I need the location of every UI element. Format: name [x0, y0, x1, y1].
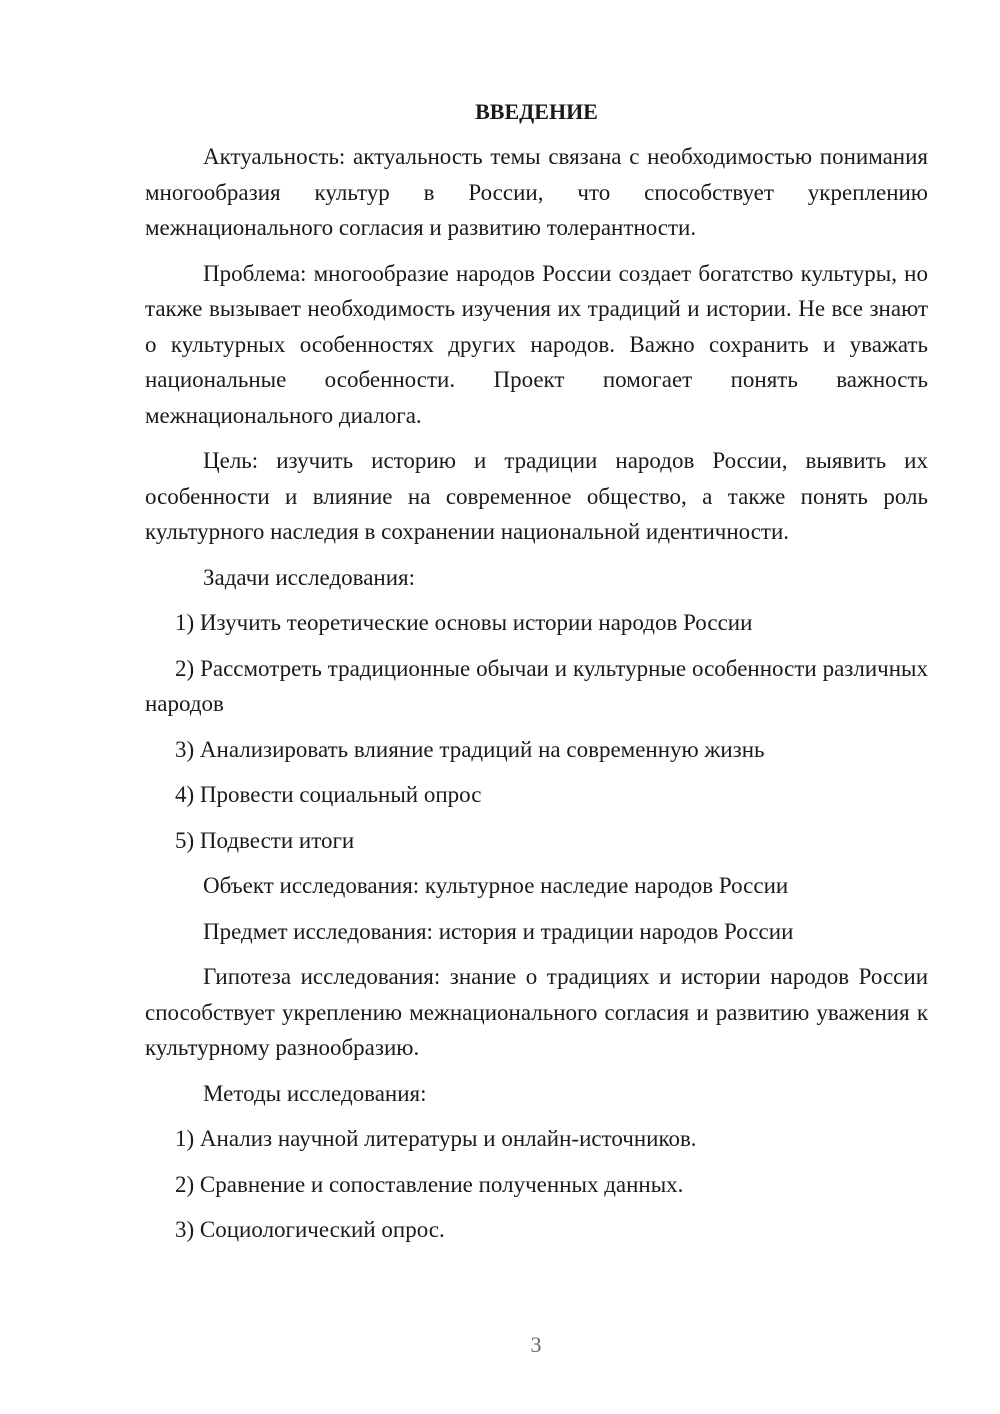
task-item-1: 1) Изучить теоретические основы истории народов России: [175, 610, 753, 635]
page-number: 3: [530, 1332, 542, 1357]
method-item-3: 3) Социологический опрос.: [175, 1217, 445, 1242]
section-title: ВВЕДЕНИЕ: [475, 99, 598, 124]
method-item-2: 2) Сравнение и сопоставление полученных данных.: [175, 1171, 684, 1197]
hypothesis-paragraph: Гипотеза исследования: знание о традициях и истории народов России способствует укреплению межнационального согласия и развитию уважения к культурному разнообразию.: [145, 964, 928, 1060]
task-item-5: 5) Подвести итоги: [175, 827, 355, 853]
problem-paragraph: Проблема: многообразие народов России создает богатство культуры, но также вызывает необходимость изучения их традиций и истории. Не все знают о культурных особенностях других народов. Важно сохранить и уважать национальные особенности. Проект помогает понять важность межнационального диалога.: [145, 260, 928, 428]
document-body: [145, 95, 928, 1258]
task-item-2: 2) Рассмотреть традиционные обычаи и культурные особенности различных народов: [145, 655, 928, 716]
relevance-paragraph: Актуальность: актуальность темы связана с необходимостью понимания многообразия культур в России, что способствует укреплению межнационального согласия и развитию толерантности.: [145, 144, 928, 240]
task-item-4: 4) Провести социальный опрос: [175, 782, 482, 807]
goal-paragraph: Цель: изучить историю и традиции народов России, выявить их особенности и влияние на современное общество, а также понять роль культурного наследия в сохранении национальной идентичности.: [145, 448, 928, 544]
methods-heading: Методы исследования:: [203, 1080, 427, 1106]
subject-paragraph: Предмет исследования: история и традиции народов России: [203, 918, 794, 944]
method-item-1: 1) Анализ научной литературы и онлайн-источников.: [175, 1126, 697, 1151]
object-paragraph: Объект исследования: культурное наследие народов России: [203, 873, 789, 898]
tasks-heading: Задачи исследования:: [203, 564, 416, 590]
task-item-3: 3) Анализировать влияние традиций на современную жизнь: [175, 736, 765, 762]
